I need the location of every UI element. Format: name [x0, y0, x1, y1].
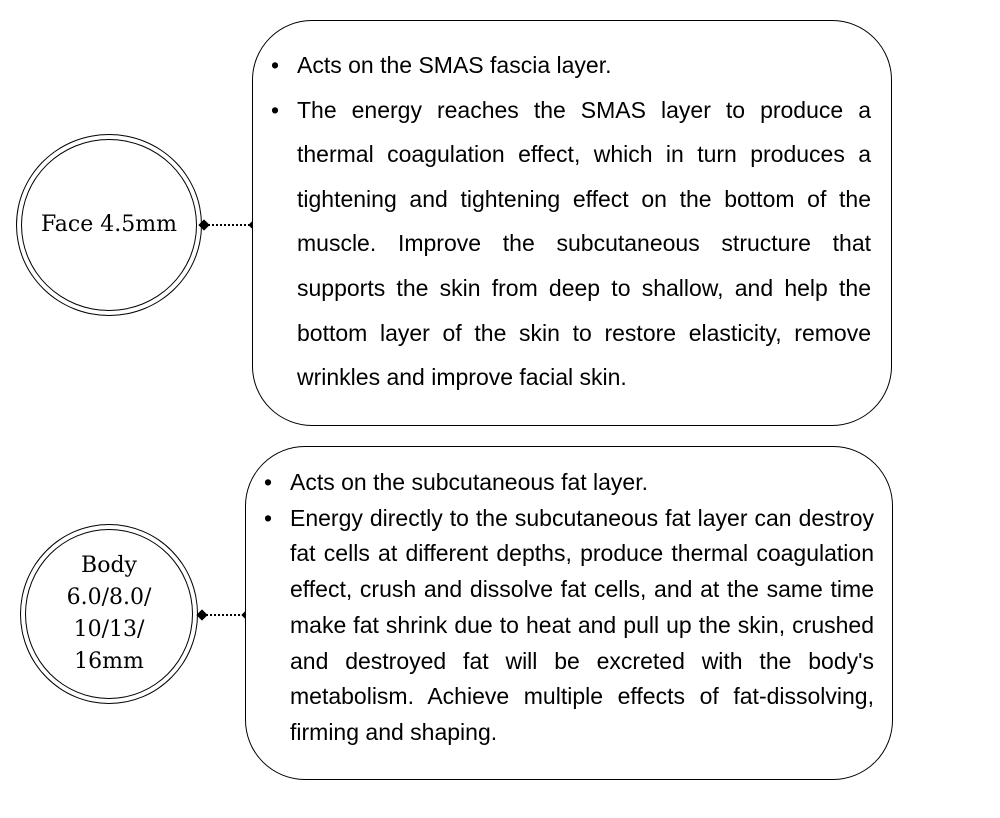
body-depth-label-line-3: 10/13/ [73, 617, 145, 642]
body-description-box [245, 446, 893, 780]
body-depth-label-line-4: 16mm [74, 649, 144, 674]
face-description-box [252, 20, 892, 426]
body-depth-label-line-1: Body [81, 553, 137, 578]
body-bullet-list [290, 465, 874, 751]
body-depth-label [67, 550, 152, 678]
body-depth-circle [20, 524, 198, 704]
face-bullet-list [297, 43, 871, 400]
face-bullet-1: • Acts on the SMAS fascia layer. [297, 43, 871, 88]
body-bullet-2: • Energy directly to the subcutaneous fat layer can destroy fat cells at different depths, produce thermal coagulation effect, crush and dissolve fat cells, and at the same time make fat shrink due to heat and pull up the skin, crushed and destroyed fat will be excreted with the body's metabolism. Achieve multiple effects of fat-dissolving, firming and shaping. [290, 501, 874, 751]
body-depth-label-line-2: 6.0/8.0/ [66, 585, 152, 610]
body-connector-start-dot [196, 609, 207, 620]
face-depth-circle [16, 134, 202, 316]
face-bullet-2: • The energy reaches the SMAS layer to produce a thermal coagulation effect, which in turn produces a tightening and tightening effect on the bottom of the muscle. Improve the subcutaneous structure that supports the skin from deep to shallow, and help the bottom layer of the skin to restore elasticity, remove wrinkles and improve facial skin. [297, 88, 871, 400]
body-bullet-1: • Acts on the subcutaneous fat layer. [290, 465, 874, 501]
face-depth-label: Face 4.5mm [41, 212, 177, 237]
face-connector-line [204, 224, 254, 226]
